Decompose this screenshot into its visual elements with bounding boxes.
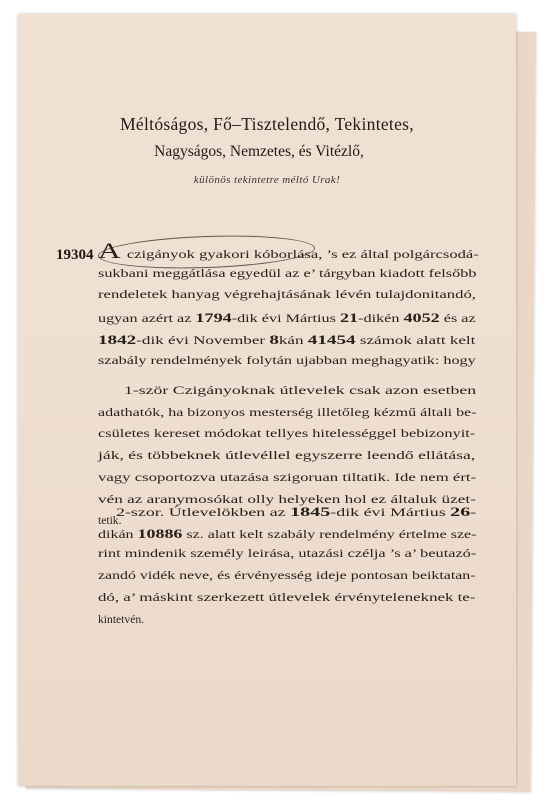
point2-line: rint mindenik személy leirása, utazási czélja ’s a’ beutazó-: [98, 547, 477, 561]
opening-line: ugyan azért az 1794-dik évi Mártius 21-dikén 4052 és az: [98, 310, 476, 326]
document-page: [18, 14, 516, 786]
point2-line: dó, a’ máskint szerkezett útlevelek érvényteleneknek te-: [98, 590, 476, 604]
opening-line: A czigányok gyakori kóborlása, ’s ez által polgárcsodá-: [98, 238, 479, 263]
point2-line: zandó vidék neve, és érvényesség ideje pontosan beiktatan-: [98, 569, 476, 583]
opening-line: rendeletek hanyag végrehajtásának lévén tulajdonitandó,: [98, 288, 476, 302]
point1-line: vagy csoportozva utazása szigoruan tiltatik. Ide nem ért-: [98, 470, 477, 484]
point1-line: csületes kereset módokat tellyes hitelességgel bebizonyit-: [98, 427, 476, 441]
point1-line: adathatók, ha bizonyos mesterség illetőleg kézmű általi be-: [98, 405, 477, 419]
address-line-3: különös tekintetre méltó Urak!: [193, 174, 341, 186]
opening-line: szabály rendelmények folytán ujabban meghagyatik: hogy: [98, 353, 476, 367]
point1-line: tetik.: [98, 514, 122, 528]
address-line-2: Nagyságos, Nemzetes, és Vitézlő,: [154, 143, 364, 160]
document-number: 19304: [56, 247, 94, 263]
point2-line: kintetvén.: [98, 612, 145, 626]
address-line-1: Méltóságos, Fő–Tisztelendő, Tekintetes,: [120, 114, 414, 134]
point1-line: vén az aranymosókat olly helyeken hol ez általuk üzet-: [98, 492, 476, 506]
point2-line: 2-szor. Útlevelökben az 1845-dik évi Mártius 26-: [116, 504, 477, 519]
point1-line: 1-ször Czigányoknak útlevelek csak azon esetben: [124, 384, 477, 397]
drop-cap: A: [98, 238, 127, 263]
opening-line: sukbani meggátlása egyedül az e’ tárgyban kiadott felsőbb: [98, 266, 477, 280]
point1-line: ják, és többeknek útlevéllel egyszerre leendő ellátása,: [98, 449, 476, 463]
opening-line: 1842-dik évi November 8kán 41454 számok alatt kelt: [98, 331, 476, 347]
point2-line: dikán 10886 sz. alatt kelt szabály rendelmény értelme sze-: [98, 525, 477, 541]
